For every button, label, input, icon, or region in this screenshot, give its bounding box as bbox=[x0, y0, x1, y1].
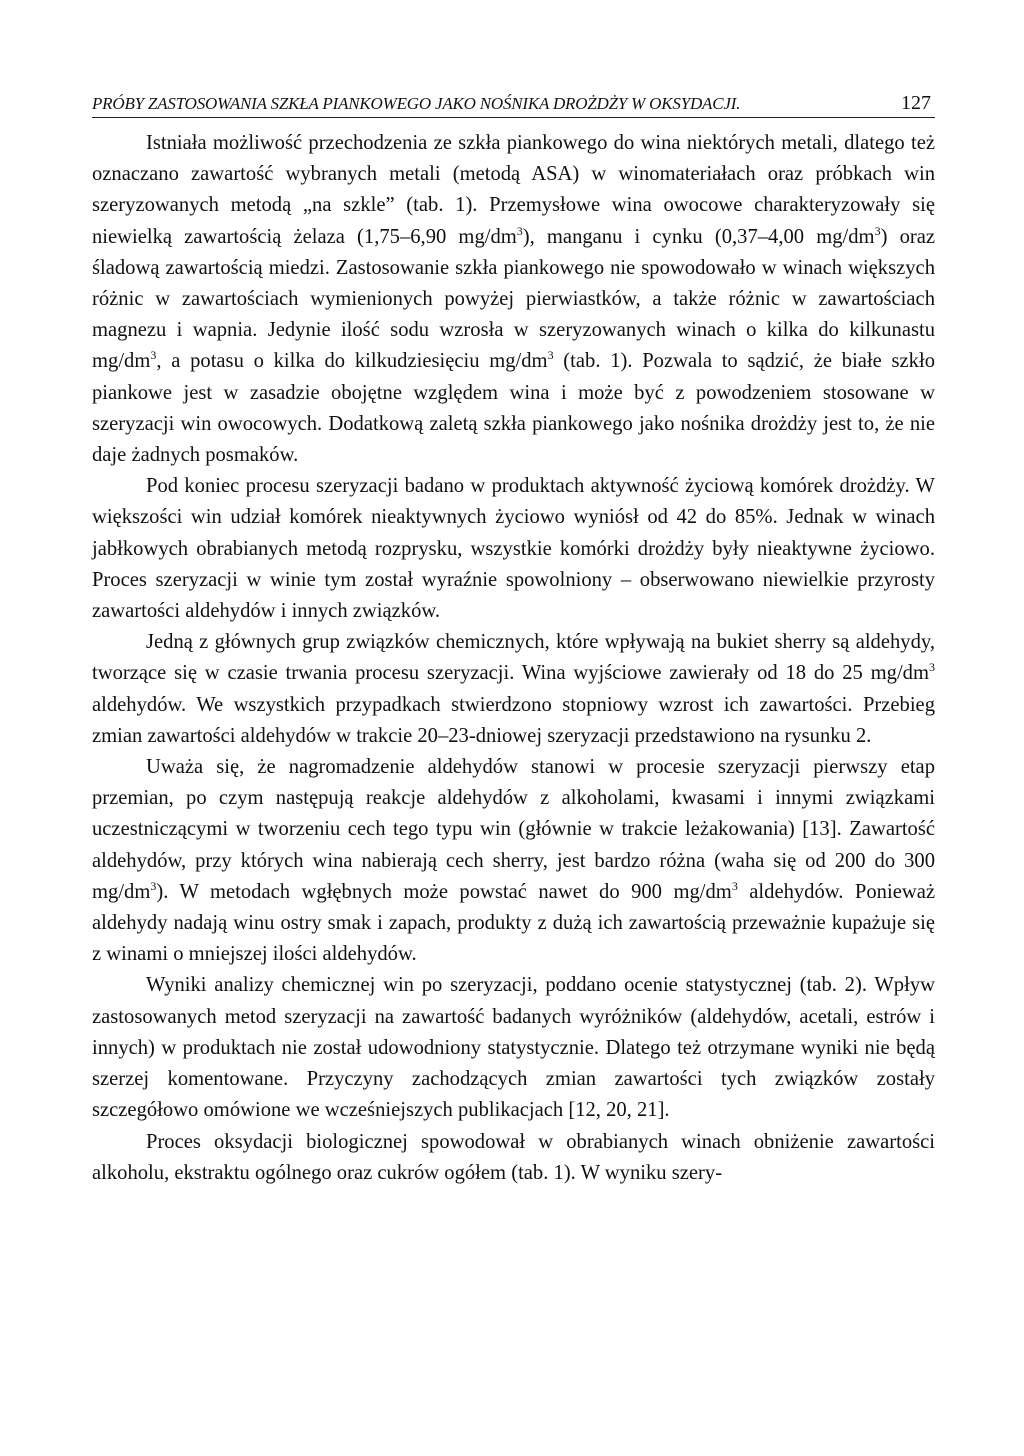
paragraph-statistics: Wyniki analizy chemicznej win po szeryzacji, poddano ocenie statystycznej (tab. 2). Wpływ zastosowanych metod szeryzacji na zawartość badanych wyróżników (aldehydów, acetali, estrów i innych) w produktach nie został udowodniony statystycznie. Dlatego też otrzymane wyniki nie będą szerzej komentowane. Przyczyny zachodzących zmian zawartości tych związków zostały szczegółowo omówione we wcześniejszych publikacjach [12, 20, 21]. bbox=[92, 974, 935, 1122]
superscript: 3 bbox=[150, 348, 157, 363]
text-run: ). W metodach wgłębnych może powstać nawet do 900 mg/dm bbox=[156, 880, 732, 903]
text-run: ), manganu i cynku (0,37–4,00 mg/dm bbox=[522, 225, 875, 248]
paragraph-aldehyde-accumulation bbox=[92, 752, 935, 970]
text-run: ) oraz śladową zawartością miedzi. Zastosowanie szkła piankowego nie spowodowało w winach większych różnic w zawartościach wymienionych powyżej pierwiastków, a także różnic w zawartościach magnezu i wapnia. Jedynie ilość sodu wzrosła w szeryzowanych winach o kilka do kilkunastu mg/dm bbox=[92, 225, 936, 373]
superscript: 3 bbox=[516, 223, 523, 238]
page bbox=[92, 92, 935, 1189]
body-text bbox=[92, 128, 935, 1189]
paragraph-aldehydes bbox=[92, 627, 935, 752]
superscript: 3 bbox=[547, 348, 554, 363]
running-header bbox=[92, 92, 935, 118]
paragraph-metals bbox=[92, 128, 935, 471]
paragraph-oxidation: Proces oksydacji biologicznej spowodował w obrabianych winach obniżenie zawartości alkoholu, ekstraktu ogólnego oraz cukrów ogółem (tab. 1). W wyniku szery- bbox=[92, 1130, 935, 1184]
text-run: , a potasu o kilka do kilkudziesięciu mg/dm bbox=[156, 350, 548, 373]
running-title: PRÓBY ZASTOSOWANIA SZKŁA PIANKOWEGO JAKO NOŚNIKA DROŻDŻY W OKSYDACJI. bbox=[92, 94, 741, 113]
text-run: Istniała możliwość przechodzenia ze szkła piankowego do wina niektórych metali, dlatego też oznaczano zawartość wybranych metali (metodą ASA) w winomateriałach oraz próbkach win szeryzowanych metodą „na szkle” (tab. 1). Przemysłowe wina owocowe charakteryzowały się niewielką zawartością żelaza (1,75–6,90 mg/dm bbox=[92, 132, 935, 248]
paragraph-yeast-activity: Pod koniec procesu szeryzacji badano w produktach aktywność życiową komórek drożdży. W większości win udział komórek nieaktywnych życiowo wyniósł od 42 do 85%. Jednak w winach jabłkowych obrabianych metodą rozprysku, wszystkie komórki drożdży były nieaktywne życiowo. Proces szeryzacji w winie tym został wyraźnie spowolniony – obserwowano niewielkie przyrosty zawartości aldehydów i innych związków. bbox=[92, 475, 935, 623]
superscript: 3 bbox=[150, 878, 157, 893]
superscript: 3 bbox=[874, 223, 881, 238]
page-number: 127 bbox=[901, 92, 931, 114]
text-run: aldehydów. We wszystkich przypadkach stwierdzono stopniowy wzrost ich zawartości. Przebieg zmian zawartości aldehydów w trakcie 20–23-dniowej szeryzacji przedstawiono na rysunku 2. bbox=[92, 693, 935, 747]
superscript: 3 bbox=[929, 660, 935, 675]
text-run: aldehydów. Ponieważ aldehydy nadają winu ostry smak i zapach, produkty z dużą ich zawartością przeważnie kupażuje się z winami o mniejszej ilości aldehydów. bbox=[92, 880, 935, 966]
text-run: (tab. 1). Pozwala to sądzić, że białe szkło piankowe jest w zasadzie obojętne względem wina i może być z powodzeniem stosowane w szeryzacji win owocowych. Dodatkową zaletą szkła piankowego jako nośnika drożdży jest to, że nie daje żadnych posmaków. bbox=[92, 350, 935, 467]
superscript: 3 bbox=[731, 878, 738, 893]
text-run: Uważa się, że nagromadzenie aldehydów stanowi w procesie szeryzacji pierwszy etap przemian, po czym następują reakcje aldehydów z alkoholami, kwasami i innymi związkami uczestniczącymi w tworzeniu cech tego typu win (głównie w trakcie leżakowania) [13]. Zawartość aldehydów, przy których wina nabierają cech sherry, jest bardzo różna (waha się od 200 do 300 mg/dm bbox=[92, 756, 935, 903]
text-run: Jedną z głównych grup związków chemicznych, które wpływają na bukiet sherry są aldehydy, tworzące się w czasie trwania procesu szeryzacji. Wina wyjściowe zawierały od 18 do 25 mg/dm bbox=[92, 631, 935, 685]
